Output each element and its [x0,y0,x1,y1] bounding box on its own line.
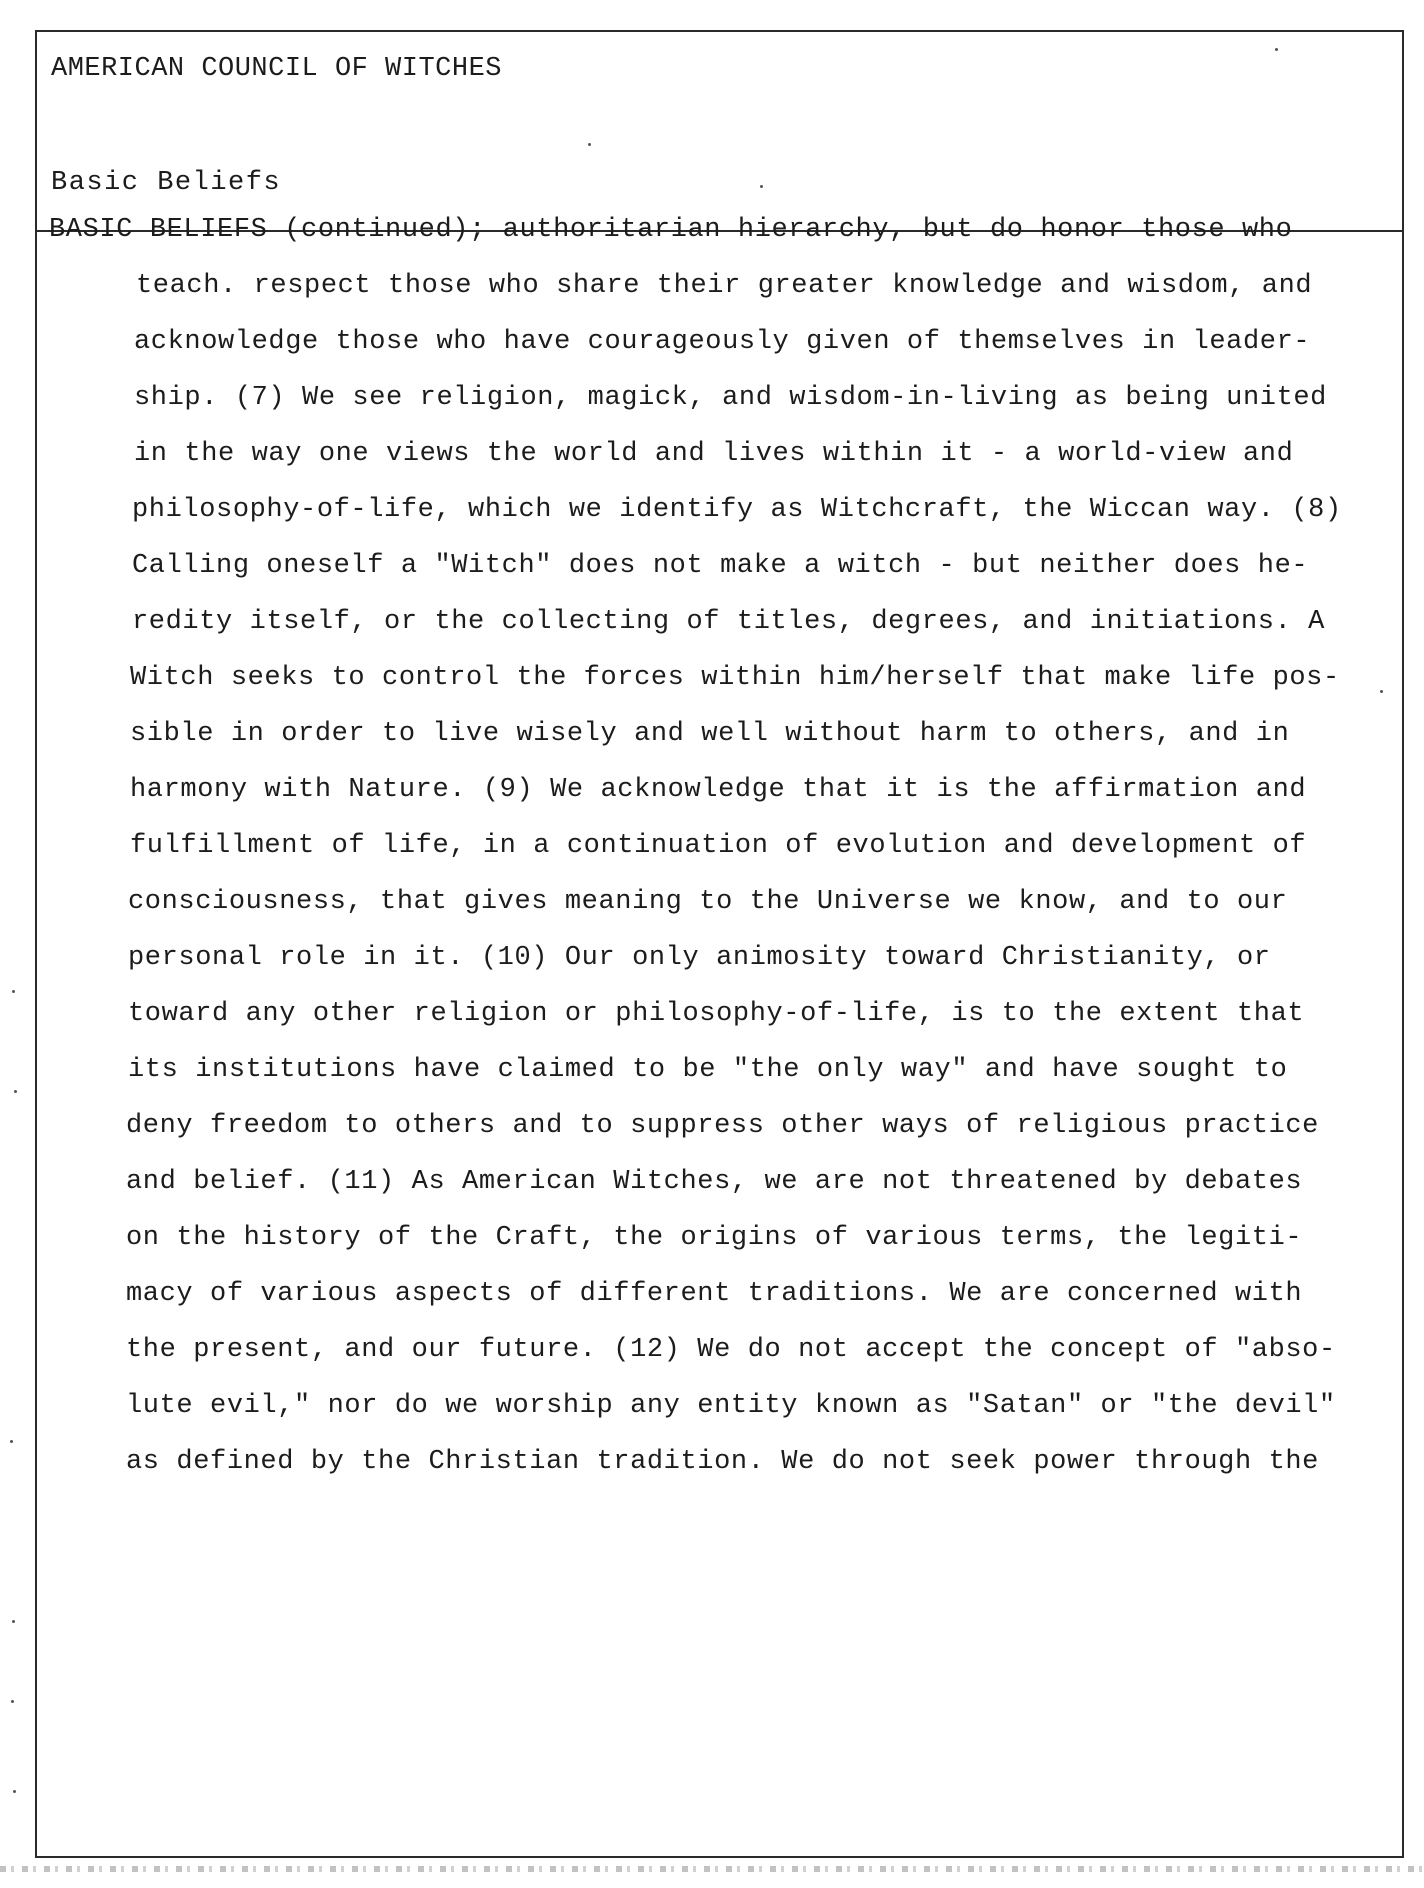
scan-edge-noise [0,1866,1424,1872]
body-line: Witch seeks to control the forces within him/herself that make life pos- [130,663,1340,693]
body-line: toward any other religion or philosophy-of-life, is to the extent that [128,999,1305,1029]
scan-speck [12,1620,15,1623]
body-line: redity itself, or the collecting of titles, degrees, and initiations. A [132,607,1325,637]
scan-speck [11,1700,14,1703]
body-line: in the way one views the world and lives within it - a world-view and [134,439,1294,469]
scan-speck [13,1790,16,1793]
scan-speck [1275,48,1278,51]
body-line: its institutions have claimed to be "the only way" and have sought to [128,1055,1288,1085]
scan-speck [588,143,591,146]
body-line: BASIC BELIEFS (continued); authoritarian hierarchy, but do honor those who [49,215,1293,245]
body-line: harmony with Nature. (9) We acknowledge that it is the affirmation and [130,775,1307,805]
document-subtitle: Basic Beliefs [51,168,282,198]
body-line: acknowledge those who have courageously given of themselves in leader- [134,327,1311,357]
body-line: sible in order to live wisely and well without harm to others, and in [130,719,1290,749]
organization-title: AMERICAN COUNCIL OF WITCHES [51,54,502,84]
body-line: Calling oneself a "Witch" does not make a witch - but neither does he- [132,551,1309,581]
scan-speck [1380,690,1383,693]
body-line: ship. (7) We see religion, magick, and wisdom-in-living as being united [134,383,1327,413]
body-line: deny freedom to others and to suppress other ways of religious practice [126,1111,1319,1141]
body-line: fulfillment of life, in a continuation of evolution and development of [130,831,1307,861]
body-line: the present, and our future. (12) We do not accept the concept of "abso- [126,1335,1336,1365]
body-line: as defined by the Christian tradition. We do not seek power through the [126,1447,1319,1477]
body-line: and belief. (11) As American Witches, we are not threatened by debates [126,1167,1303,1197]
body-line: teach. respect those who share their greater knowledge and wisdom, and [136,271,1313,301]
body-line: philosophy-of-life, which we identify as Witchcraft, the Wiccan way. (8) [132,495,1342,525]
body-line: on the history of the Craft, the origins of various terms, the legiti- [126,1223,1303,1253]
body-line: macy of various aspects of different traditions. We are concerned with [126,1279,1303,1309]
scan-speck [14,1090,17,1093]
scan-speck [12,990,15,993]
body-line: personal role in it. (10) Our only animosity toward Christianity, or [128,943,1271,973]
body-line: lute evil," nor do we worship any entity known as "Satan" or "the devil" [126,1391,1336,1421]
body-line: consciousness, that gives meaning to the Universe we know, and to our [128,887,1288,917]
scan-speck [10,1440,13,1443]
scan-speck [760,185,763,188]
header-box [37,32,1402,232]
